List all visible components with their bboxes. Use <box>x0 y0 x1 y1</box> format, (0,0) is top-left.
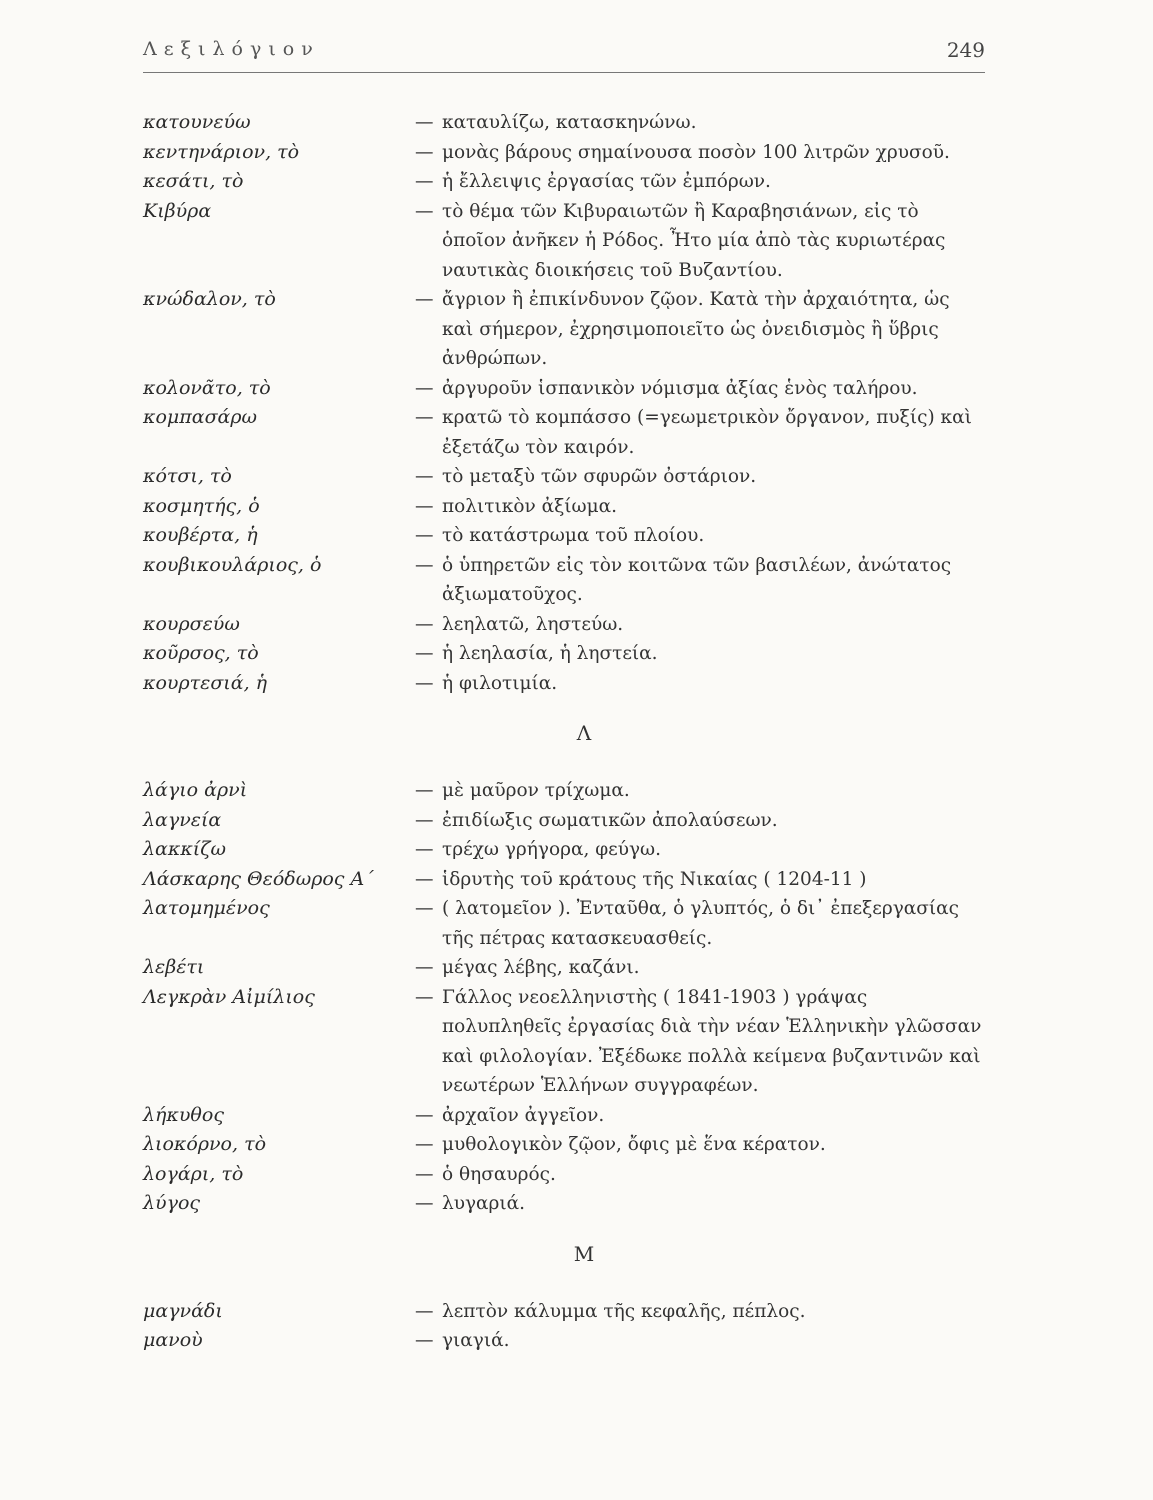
entry-dash: — <box>415 839 434 860</box>
entry-term: κουρτεσιά, ἡ <box>143 671 268 694</box>
entry-dash: — <box>415 898 434 919</box>
entry-term: λογάρι, τὸ <box>143 1162 244 1185</box>
entry-term: κοσμητής, ὁ <box>143 494 260 517</box>
entry-definition <box>415 1326 985 1356</box>
entry-dash: — <box>415 672 434 694</box>
entry-definition <box>415 403 985 462</box>
glossary-entry <box>143 403 985 462</box>
glossary-entry <box>143 1101 985 1131</box>
definition-text: ( λατομεῖον ). Ἐνταῦθα, ὁ γλυπτός, ὁ δι᾿ ἐπεξεργασίας τῆς πέτρας κατασκευασθείς. <box>442 898 960 949</box>
entry-definition <box>415 865 985 895</box>
entry-dash: — <box>415 986 434 1008</box>
definition-text: τὸ θέμα τῶν Κιβυραιωτῶν ἢ Καραβησιάνων, εἰς τὸ ὁποῖον ἀνῆκεν ἡ Ρόδος. Ἦτο μία ἀπὸ τὰς κυριωτέρας ναυτικὰς διοικήσεις τοῦ Βυζαντίου. <box>442 200 946 281</box>
definition-text: τρέχω γρήγορα, φεύγω. <box>442 839 662 860</box>
entry-dash: — <box>415 809 434 831</box>
glossary-entry <box>143 167 985 197</box>
definition-text: ἡ φιλοτιμία. <box>442 672 558 694</box>
entry-definition <box>415 108 985 138</box>
entry-dash: — <box>415 1163 434 1185</box>
entry-definition <box>415 806 985 836</box>
entry-term: κότσι, τὸ <box>143 465 232 487</box>
definition-text: πολιτικὸν ἀξίωμα. <box>442 495 618 517</box>
entry-definition <box>415 197 985 286</box>
entry-term: Κιβύρα <box>143 199 212 222</box>
entry-term: λάγιο ἀρνὶ <box>143 779 248 801</box>
glossary-entry <box>143 1160 985 1190</box>
entry-term: λεβέτι <box>143 956 205 978</box>
glossary-entry <box>143 894 985 953</box>
entry-definition <box>415 138 985 168</box>
entry-dash: — <box>415 200 434 222</box>
entry-dash: — <box>415 407 434 428</box>
entry-definition <box>415 835 985 865</box>
entry-definition <box>415 1130 985 1160</box>
entry-term: λήκυθος <box>143 1103 224 1126</box>
entry-term: λακκίζω <box>143 838 227 860</box>
entry-definition <box>415 639 985 669</box>
entry-dash: — <box>415 525 434 546</box>
entry-definition <box>415 285 985 374</box>
entry-term: κολονᾶτο, τὸ <box>143 376 271 399</box>
entry-term: λατομημένος <box>143 897 270 919</box>
glossary-entry <box>143 197 985 286</box>
entry-dash: — <box>415 141 434 163</box>
entry-definition <box>415 669 985 699</box>
entry-definition <box>415 492 985 522</box>
entry-term: λαγνεία <box>143 808 222 831</box>
entry-dash: — <box>415 466 434 487</box>
entry-dash: — <box>415 171 434 192</box>
page-number: 249 <box>946 38 985 62</box>
glossary-entry <box>143 953 985 983</box>
entry-dash: — <box>415 1300 434 1322</box>
entry-definition <box>415 521 985 551</box>
glossary-entry <box>143 1326 985 1356</box>
entry-term: κουρσεύω <box>143 612 240 635</box>
entry-dash: — <box>415 1104 434 1126</box>
entry-definition <box>415 953 985 983</box>
section-letter: Μ <box>573 1241 595 1266</box>
entry-dash: — <box>415 613 434 635</box>
definition-text: κρατῶ τὸ κομπάσσο (=γεωμετρικὸν ὄργανον, πυξίς) καὶ ἐξετάζω τὸν καιρόν. <box>442 407 972 458</box>
entry-dash: — <box>415 1193 434 1214</box>
entry-dash: — <box>415 554 434 576</box>
header-rule <box>143 72 985 73</box>
definition-text: ἄγριον ἢ ἐπικίνδυνον ζῷον. Κατὰ τὴν ἀρχαιότητα, ὡς καὶ σήμερον, ἐχρησιμοποιεῖτο ὡς ὀνειδισμὸς ἢ ὕβρις ἀνθρώπων. <box>442 289 950 369</box>
glossary-entry <box>143 521 985 551</box>
glossary-entry <box>143 610 985 640</box>
glossary-entry <box>143 374 985 404</box>
definition-text: μυθολογικὸν ζῷον, ὄφις μὲ ἕνα κέρατον. <box>442 1134 826 1155</box>
entry-term: Λεγκρὰν Αἰμίλιος <box>143 985 315 1008</box>
glossary-entry <box>143 1189 985 1219</box>
definition-text: ἱδρυτὴς τοῦ κράτους τῆς Νικαίας ( 1204-11 ) <box>442 868 867 890</box>
entry-term: κατουνεύω <box>143 111 251 133</box>
page-header <box>143 38 985 68</box>
definition-text: γιαγιά. <box>442 1330 510 1351</box>
definition-text: ὁ ὑπηρετῶν εἰς τὸν κοιτῶνα τῶν βασιλέων, ἀνώτατος ἀξιωματοῦχος. <box>442 554 952 605</box>
entry-definition <box>415 610 985 640</box>
glossary-entry <box>143 551 985 610</box>
glossary-content <box>143 108 985 1356</box>
entry-term: κουβικουλάριος, ὁ <box>143 553 322 576</box>
entry-dash: — <box>415 780 434 801</box>
definition-text: λεηλατῶ, ληστεύω. <box>442 613 624 635</box>
glossary-entry <box>143 806 985 836</box>
entry-definition <box>415 776 985 806</box>
entry-definition <box>415 462 985 492</box>
entry-dash: — <box>415 957 434 978</box>
definition-text: ὁ θησαυρός. <box>442 1163 556 1185</box>
definition-text: τὸ κατάστρωμα τοῦ πλοίου. <box>442 525 705 546</box>
entry-term: λιοκόρνο, τὸ <box>143 1133 267 1155</box>
entry-definition <box>415 983 985 1101</box>
glossary-entry <box>143 492 985 522</box>
glossary-entry <box>143 776 985 806</box>
running-title: Λεξιλόγιον <box>143 38 320 60</box>
entry-definition <box>415 1297 985 1327</box>
definition-text: τὸ μεταξὺ τῶν σφυρῶν ὀστάριον. <box>442 466 757 487</box>
section-letter: Λ <box>576 721 592 745</box>
entry-dash: — <box>415 289 434 310</box>
definition-text: Γάλλος νεοελληνιστὴς ( 1841-1903 ) γράψας πολυπληθεῖς ἐργασίας διὰ τὴν νέαν Ἑλληνικὴν γλῶσσαν καὶ φιλολογίαν. Ἐξέδωκε πολλὰ κείμενα βυζαντινῶν καὶ νεωτέρων Ἑλλήνων συγγραφέων. <box>442 986 982 1096</box>
entry-term: κουβέρτα, ἡ <box>143 524 258 546</box>
entry-definition <box>415 1101 985 1131</box>
entry-term: κεντηνάριον, τὸ <box>143 140 300 163</box>
entry-term: λύγος <box>143 1192 201 1214</box>
glossary-entry <box>143 983 985 1101</box>
entry-definition <box>415 1189 985 1219</box>
entry-definition <box>415 1160 985 1190</box>
glossary-entry <box>143 138 985 168</box>
entry-dash: — <box>415 868 434 890</box>
entry-dash: — <box>415 112 434 133</box>
entry-definition <box>415 894 985 953</box>
entry-definition <box>415 374 985 404</box>
entry-dash: — <box>415 643 434 664</box>
definition-text: μέγας λέβης, καζάνι. <box>442 957 640 978</box>
entry-term: κνώδαλον, τὸ <box>143 288 276 310</box>
definition-text: λεπτὸν κάλυμμα τῆς κεφαλῆς, πέπλος. <box>442 1300 806 1322</box>
entry-term: Λάσκαρης Θεόδωρος Α΄ <box>143 867 374 890</box>
glossary-entry <box>143 108 985 138</box>
glossary-entry <box>143 865 985 895</box>
entry-dash: — <box>415 1330 434 1351</box>
entry-dash: — <box>415 495 434 517</box>
definition-text: ἐπιδίωξις σωματικῶν ἀπολαύσεων. <box>442 809 778 831</box>
entry-definition <box>415 167 985 197</box>
glossary-entry <box>143 1297 985 1327</box>
definition-text: ἀρχαῖον ἀγγεῖον. <box>442 1104 605 1126</box>
glossary-entry <box>143 1130 985 1160</box>
glossary-entry <box>143 835 985 865</box>
entry-term: μαγνάδι <box>143 1299 223 1322</box>
entry-dash: — <box>415 1134 434 1155</box>
definition-text: λυγαριά. <box>442 1193 526 1214</box>
definition-text: μὲ μαῦρον τρίχωμα. <box>442 780 630 801</box>
entry-term: μανοὺ <box>143 1329 203 1351</box>
glossary-entry <box>143 462 985 492</box>
entry-dash: — <box>415 377 434 399</box>
definition-text: ἡ λεηλασία, ἡ ληστεία. <box>442 643 658 664</box>
definition-text: ἡ ἔλλειψις ἐργασίας τῶν ἐμπόρων. <box>442 171 771 192</box>
entry-term: κοῦρσος, τὸ <box>143 642 259 664</box>
glossary-entry <box>143 639 985 669</box>
entry-term: κεσάτι, τὸ <box>143 170 244 192</box>
glossary-entry <box>143 285 985 374</box>
entry-term: κομπασάρω <box>143 406 258 428</box>
entry-definition <box>415 551 985 610</box>
definition-text: καταυλίζω, κατασκηνώνω. <box>442 112 697 133</box>
glossary-entry <box>143 669 985 699</box>
definition-text: ἀργυροῦν ἱσπανικὸν νόμισμα ἀξίας ἑνὸς ταλήρου. <box>442 377 918 399</box>
definition-text: μονὰς βάρους σημαίνουσα ποσὸν 100 λιτρῶν χρυσοῦ. <box>442 141 950 163</box>
